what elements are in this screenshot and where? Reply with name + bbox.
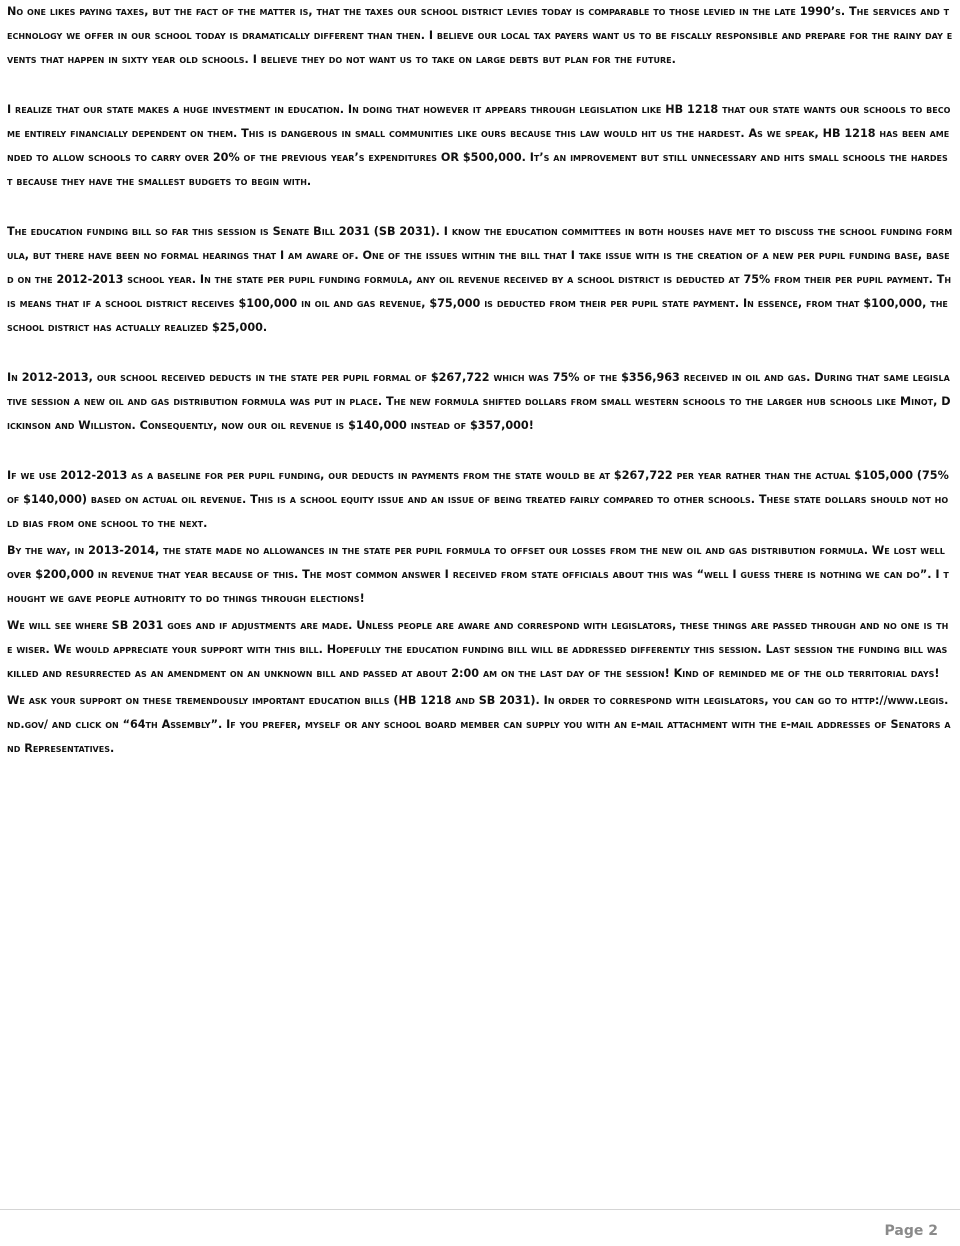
paragraph-taxes: No one likes paying taxes, but the fact of the matter is, that the taxes our school district levies today is comparable to those levied in the late 1990’s. The services and technology we offer in our school today is dramatically different than then. I believe our local tax payers want us to be fiscally responsible and prepare for the rainy day events that happen in sixty year old schools. I believe they do not want us to take on large debts but plan for the future. [7, 5, 953, 66]
page-footer [0, 1210, 960, 1246]
paragraph-support-request: We ask your support on these tremendously important education bills (HB 1218 and SB 2031). In order to correspond with legislators, you can go to http://www.legis.nd.gov/ and click on “64th Assembly”. If you prefer, myself or any school board member can supply you with an e-mail attachment with the e-mail addresses of Senators and Representatives. [7, 694, 951, 755]
paragraph-legislators: We will see where SB 2031 goes and if adjustments are made. Unless people are aware and correspond with legislators, these things are passed through and no one is the wiser. We would appreciate your support with this bill. Hopefully the education funding bill will be addressed differently this session. Last session the funding bill was killed and resurrected as an amendment on an unknown bill and passed at about 2:00 am on the last day of the session! Kind of reminded me of the old territorial days! [7, 619, 949, 680]
paragraph-baseline: If we use 2012-2013 as a baseline for per pupil funding, our deducts in payments from the state would be at $267,722 per year rather than the actual $105,000 (75% of $140,000) based on actual oil revenue. This is a school equity issue and an issue of being treated fairly compared to other schools. These state dollars should not hold bias from one school to the next. [7, 469, 949, 530]
paragraph-spacer [7, 438, 953, 464]
paragraph-deducts-2012: In 2012-2013, our school received deducts in the state per pupil formal of $267,722 which was 75% of the $356,963 received in oil and gas. During that same legislative session a new oil and gas distribution formula was put in place. The new formula shifted dollars from small western schools to the larger hub schools like Minot, Dickinson and Williston. Consequently, now our oil revenue is $140,000 instead of $357,000! [7, 371, 951, 432]
document-body [7, 0, 953, 761]
paragraph-spacer [7, 194, 953, 220]
paragraph-hb1218: I realize that our state makes a huge investment in education. In doing that however it appears through legislation like HB 1218 that our state wants our schools to become entirely financially dependent on them. This is dangerous in small communities like ours because this law would hit us the hardest. As we speak, HB 1218 has been amended to allow schools to carry over 20% of the previous year’s expenditures OR $500,000. It’s an improvement but still unnecessary and hits small schools the hardest because they have the smallest budgets to begin with. [7, 103, 951, 188]
paragraph-spacer [7, 340, 953, 366]
paragraph-sb2031: The education funding bill so far this session is Senate Bill 2031 (SB 2031). I know the education committees in both houses have met to discuss the school funding formula, but there have been no formal hearings that I am aware of. One of the issues within the bill that I take issue with is the creation of a new per pupil funding base, based on the 2012-2013 school year. In the state per pupil funding formula, any oil revenue received by a school district is deducted at 75% from their per pupil payment. This means that if a school district receives $100,000 in oil and gas revenue, $75,000 is deducted from their per pupil state payment. In essence, from that $100,000, the school district has actually realized $25,000. [7, 225, 953, 334]
paragraph-spacer [7, 72, 953, 98]
paragraph-2013-2014: By the way, in 2013-2014, the state made no allowances in the state per pupil formula to offset our losses from the new oil and gas distribution formula. We lost well over $200,000 in revenue that year because of this. The most common answer I received from state officials about this was “well I guess there is nothing we can do”. I thought we gave people authority to do things through elections! [7, 544, 949, 605]
page-number-label: Page 2 [884, 1223, 938, 1239]
